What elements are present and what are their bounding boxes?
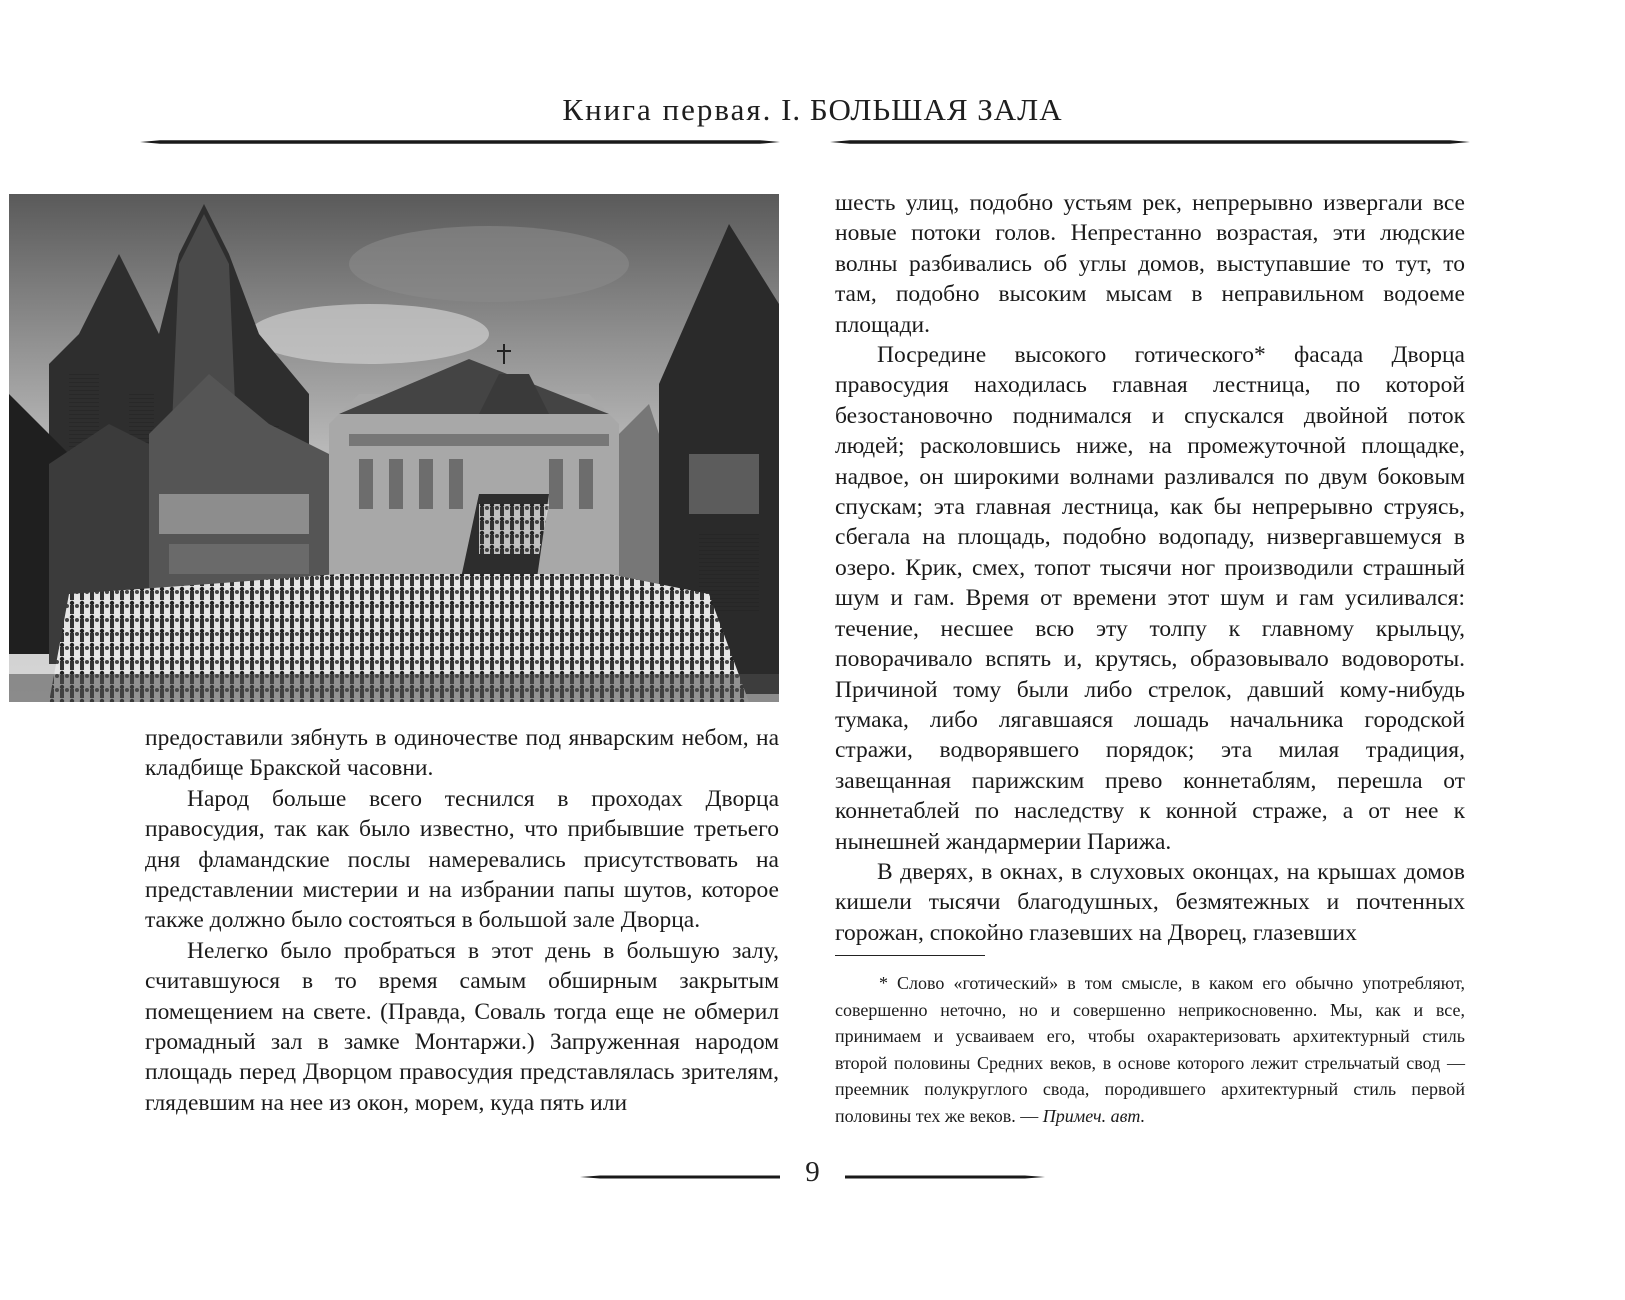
running-head	[0, 92, 1625, 128]
text-column-left	[145, 723, 779, 1118]
footnote-text: * Слово «готический» в том смысле, в каком его обычно употребляют, совершенно неточно, но и совершенно неприкосновенно. Мы, как и все, принимаем и усваиваем его, чтобы охарактеризовать архитектурный стиль второй половины Средних веков, в основе которого лежит стрельчатый свод — преемник полукруглого свода, породившего архитектурный стиль первой половины тех же веков. —	[835, 973, 1465, 1126]
footnote-separator	[835, 955, 985, 956]
chapter-title: I. БОЛЬШАЯ ЗАЛА	[781, 92, 1063, 127]
text-column-right	[835, 188, 1465, 948]
engraving-illustration	[9, 194, 779, 702]
paragraph: Нелегко было пробраться в этот день в большую залу, считавшуюся в то время самым обширным закрытым помещением на свете. (Правда, Соваль тогда еще не обмерил громадный зал в замке Монтаржи.) Запруженная народом площадь перед Дворцом правосудия представлялась зрителям, глядевшим на нее из окон, морем, куда пять или	[145, 937, 779, 1116]
palace-square-engraving	[9, 194, 779, 702]
page-number: 9	[805, 1156, 820, 1188]
footnote-attribution: Примеч. авт.	[1042, 1105, 1146, 1126]
paragraph: предоставили зябнуть в одиночестве под январским небом, на кладбище Бракской часовни.	[145, 725, 779, 782]
paragraph: Посредине высокого готического* фасада Дворца правосудия находилась главная лестница, по которой безостановочно поднимался и спускался двойной поток людей; расколовшись ниже, на промежуточной площадке, надвое, он широкими волнами разливался по двум боковым спускам; эта главная лестница, как бы непрерывно струясь, сбегала на площадь, подобно водопаду, низвергавшемуся в озеро. Крик, смех, топот тысячи ног производили страшный шум и гам. Время от времени этот шум и гам усиливался: течение, несшее всю эту толпу к главному крыльцу, поворачивало вспять и, крутясь, образовывало водовороты. Причиной тому были либо стрелок, давший кому-нибудь тумака, либо лягавшаяся лошадь начальника городской стражи, водворявшего порядок; эта милая традиция, завещанная парижским прево коннетаблям, перешла от коннетаблей по наследству к конной страже, а от нее к нынешней жандармерии Парижа.	[835, 342, 1465, 855]
book-title: Книга первая.	[562, 92, 773, 127]
paragraph: Народ больше всего теснился в проходах Дворца правосудия, так как было известно, что прибывшие третьего дня фламандские послы намеревались присутствовать на представлении мистерии и на избрании папы шутов, которое также должно было состояться в большой зале Дворца.	[145, 785, 779, 934]
paragraph: В дверях, в окнах, в слуховых оконцах, на крышах домов кишели тысячи благодушных, безмятежных и почтенных горожан, спокойно глазевших на Дворец, глазевших	[835, 858, 1465, 946]
footnote	[835, 970, 1465, 1130]
paragraph: шесть улиц, подобно устьям рек, непрерывно извергали все новые потоки голов. Непрестанно возрастая, эти людские волны разбивались об углы домов, выступавшие то тут, то там, подобно высоким мысам в неправильном водоеме площади.	[835, 190, 1465, 338]
